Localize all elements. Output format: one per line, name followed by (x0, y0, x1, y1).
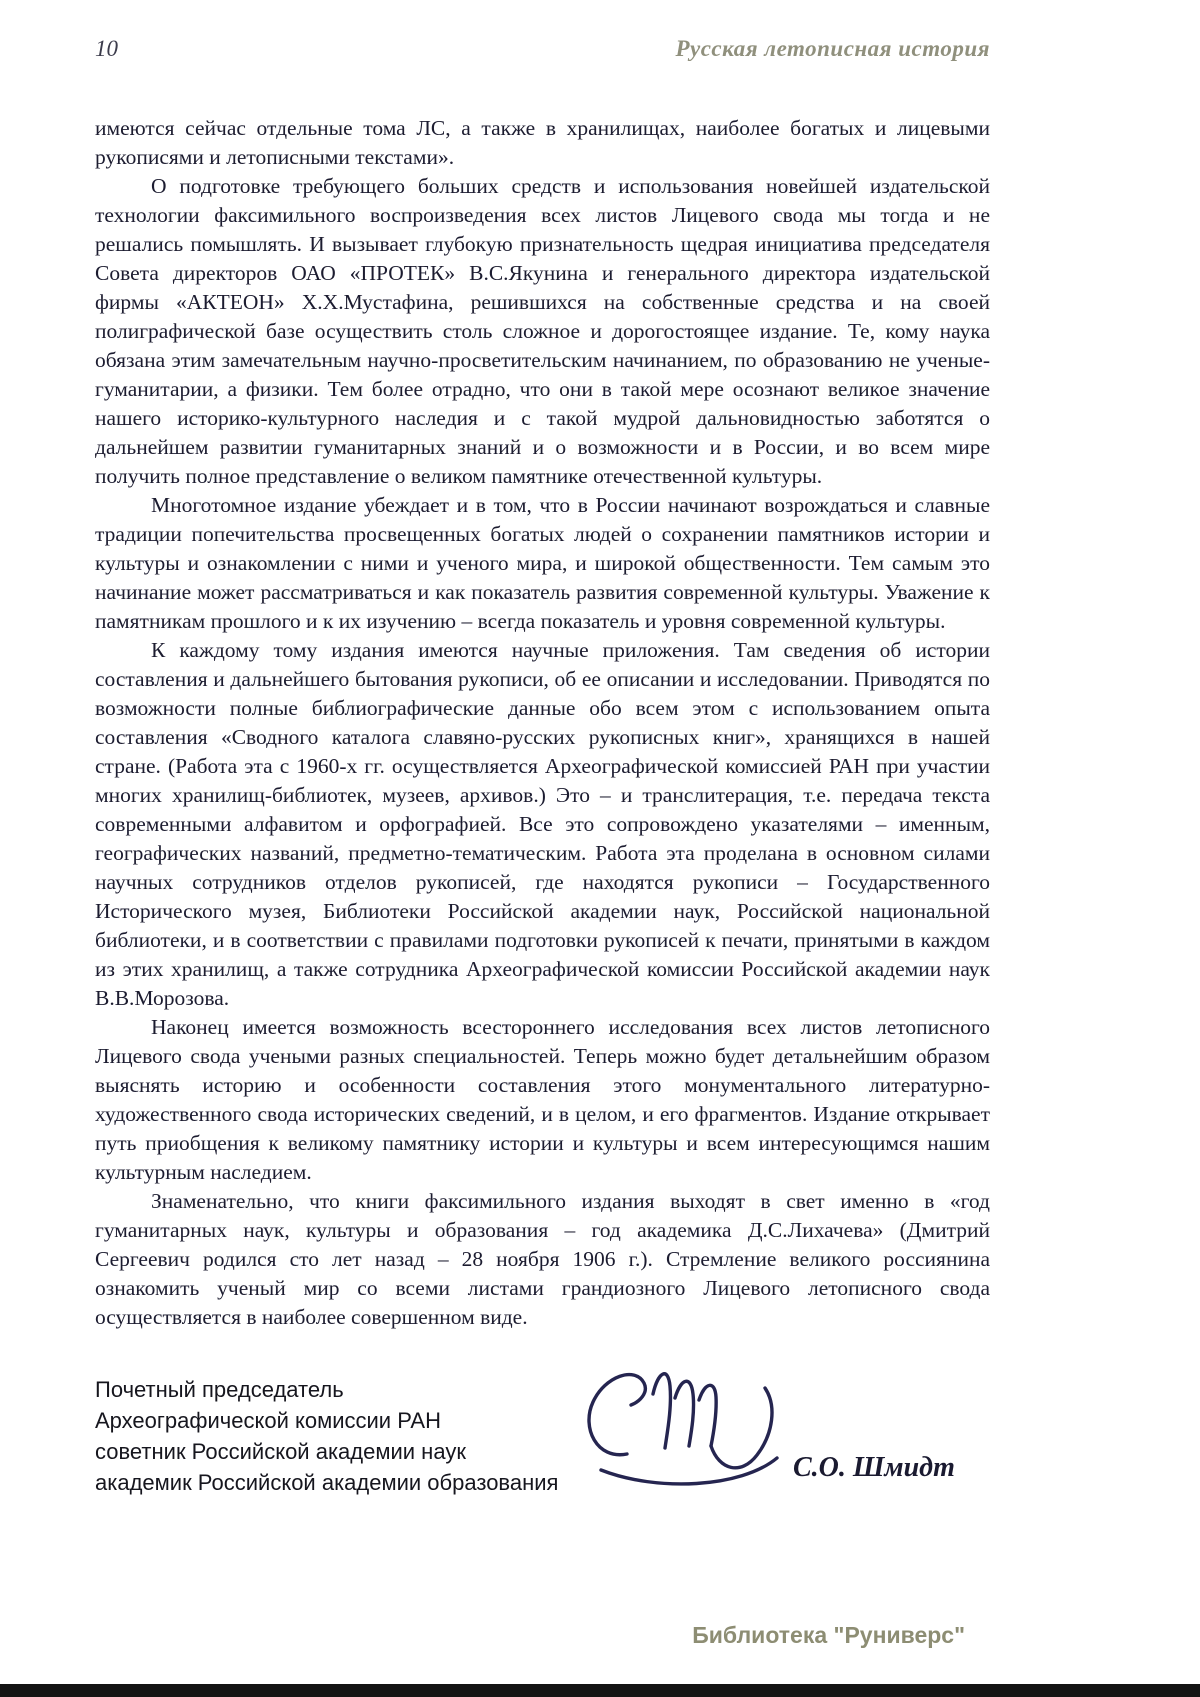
scan-bottom-edge (0, 1684, 1200, 1697)
signature-titles (95, 1374, 558, 1498)
paragraph: О подготовке требующего больших средств и использования новейшей издательской технологии факсимильного воспроизведения всех листов Лицевого свода мы тогда и не решались помышлять. И вызывает глубокую признательность щедрая инициатива председателя Совета директоров ОАО «ПРОТЕК» В.С.Якунина и генерального директора издательской фирмы «АКТЕОН» Х.Х.Мустафина, решившихся на собственные средства и на своей полиграфической базе осуществить столь сложное и дорогостоящее издание. Те, кому наука обязана этим замечательным научно-просветительским начинанием, по образованию не ученые-гуманитарии, а физики. Тем более отрадно, что они в такой мере осознают великое значение нашего историко-культурного наследия и с такой мудрой дальновидностью заботятся о дальнейшем развитии гуманитарных знаний и о возможности и в России, и во всем мире получить полное представление о великом памятнике отечественной культуры. (95, 174, 990, 488)
page-header (95, 36, 990, 62)
signature-title-line: советник Российской академии наук (95, 1439, 466, 1464)
signature-title-line: Археографической комиссии РАН (95, 1408, 441, 1433)
paragraph: Наконец имеется возможность всестороннего исследования всех листов летописного Лицевого свода учеными разных специальностей. Теперь можно будет детальнейшим образом выяснять историю и особенности составления этого монументального литературно-художественного свода исторических сведений, и в целом, и его фрагментов. Издание открывает путь приобщения к великому памятнику истории и культуры и всем интересующимся нашим культурным наследием. (95, 1015, 990, 1184)
paragraph: К каждому тому издания имеются научные приложения. Там сведения об истории составления и дальнейшего бытования рукописи, об ее описании и исследовании. Приводятся по возможности полные библиографические данные обо всем этом с использованием опыта составления «Сводного каталога славяно-русских рукописных книг», хранящихся в нашей стране. (Работа эта с 1960-х гг. осуществляется Археографической комиссией РАН при участии многих хранилищ-библиотек, музеев, архивов.) Это – и транслитерация, т.е. передача текста современными алфавитом и орфографией. Все это сопровождено указателями – именным, географических названий, предметно-тематическим. Работа эта проделана в основном силами научных сотрудников отделов рукописей, где находятся рукописи – Государственного Исторического музея, Библиотеки Российской академии наук, Российской национальной библиотеки, и в соответствии с правилами подготовки рукописей к печати, принятыми в каждом из этих хранилищ, а также сотрудника Археографической комиссии Российской академии наук В.В.Морозова. (95, 638, 990, 1010)
paragraph: имеются сейчас отдельные тома ЛС, а также в хранилищах, наиболее богатых и лицевыми рукописями и летописными текстами». (95, 116, 990, 169)
paragraph: Многотомное издание убеждает и в том, что в России начинают возрождаться и славные традиции попечительства просвещенных богатых людей о сохранении памятников истории и культуры и ознакомлении с ними и ученого мира, и широкой общественности. Тем самым это начинание может рассматриваться и как показатель развития современной культуры. Уважение к памятникам прошлого и к их изучению – всегда показатель и уровня современной культуры. (95, 493, 990, 633)
signature-title-line: академик Российской академии образования (95, 1470, 559, 1495)
body-text (95, 114, 990, 1332)
page-number: 10 (95, 36, 118, 61)
signatory-name: С.О. Шмидт (793, 1452, 955, 1483)
paragraph: Знаменательно, что книги факсимильного издания выходят в свет именно в «год гуманитарных наук, культуры и образования – год академика Д.С.Лихачева» (Дмитрий Сергеевич родился сто лет назад – 28 ноября 1906 г.). Стремление великого россиянина ознакомить ученый мир со всеми листами грандиозного Лицевого летописного свода осуществляется в наиболее совершенном виде. (95, 1189, 990, 1329)
signature-title-line: Почетный председатель (95, 1377, 344, 1402)
running-title: Русская летописная история (675, 36, 990, 61)
footer-brand-label: Библиотека "Руниверс" (692, 1622, 965, 1648)
page-footer (692, 1622, 965, 1649)
signature-block (95, 1370, 990, 1510)
handwritten-signature-icon (565, 1356, 815, 1506)
